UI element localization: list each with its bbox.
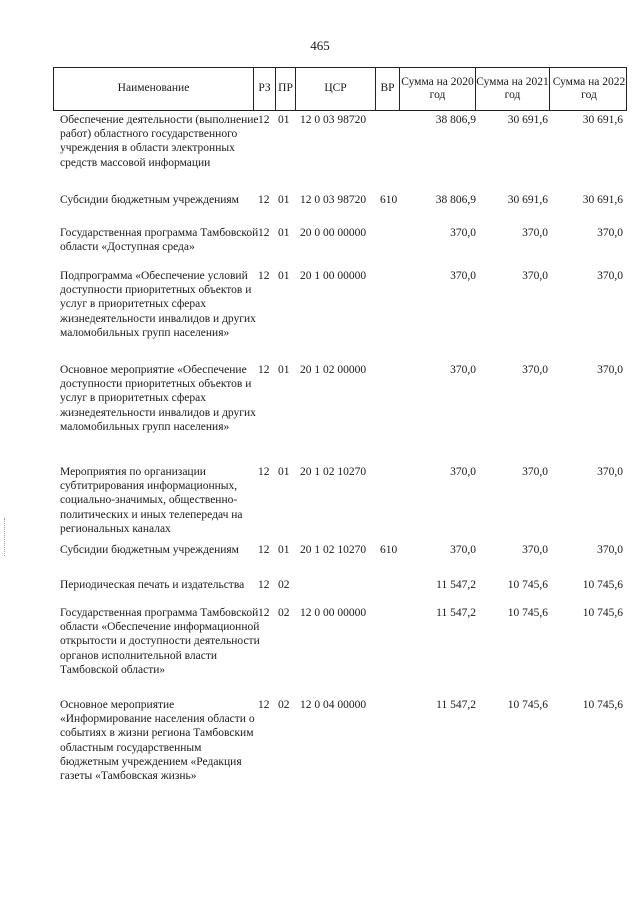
row-sum-2020: 38 806,9 — [435, 114, 476, 126]
row-sum-2021: 30 691,6 — [507, 114, 548, 126]
row-sum-2021: 10 745,6 — [507, 607, 548, 619]
row-pr: 01 — [278, 466, 290, 478]
row-name: Государственная программа Тамбовской области «Доступная среда» — [60, 227, 259, 254]
table-header — [53, 67, 627, 111]
row-sum-2022: 30 691,6 — [582, 194, 623, 206]
row-rz: 12 — [258, 466, 270, 478]
row-csr: 12 0 03 98720 — [300, 194, 367, 206]
row-sum-2021: 370,0 — [522, 270, 548, 282]
row-csr: 12 0 03 98720 — [300, 114, 367, 126]
row-sum-2020: 11 547,2 — [436, 579, 476, 591]
row-sum-2020: 370,0 — [450, 270, 476, 282]
row-rz: 12 — [258, 607, 270, 619]
row-name: Обеспечение деятельности (выполнение работ) областного государственного учреждения в области электронных средств массовой информации — [60, 114, 259, 169]
row-csr: 12 0 04 00000 — [300, 699, 367, 711]
header-vr: ВР — [376, 68, 400, 110]
header-sum-2020: Сумма на 2020 год — [400, 68, 476, 110]
row-sum-2021: 370,0 — [522, 227, 548, 239]
row-sum-2022: 10 745,6 — [582, 607, 623, 619]
row-vr: 610 — [380, 544, 398, 556]
row-sum-2021: 30 691,6 — [507, 194, 548, 206]
row-sum-2022: 10 745,6 — [582, 699, 623, 711]
row-pr: 01 — [278, 270, 290, 282]
row-csr: 20 1 00 00000 — [300, 270, 367, 282]
header-sum-2022: Сумма на 2022 год — [552, 75, 626, 101]
row-name: Периодическая печать и издательства — [60, 579, 245, 591]
row-sum-2022: 370,0 — [597, 544, 623, 556]
scan-margin-mark — [4, 518, 6, 556]
row-name: Подпрограмма «Обеспечение условий доступности приоритетных объектов и услуг в приоритетных сферах жизнедеятельности инвалидов и других маломобильных групп населения» — [60, 270, 256, 339]
row-sum-2022: 10 745,6 — [582, 579, 623, 591]
row-csr: 20 1 02 10270 — [300, 544, 367, 556]
row-pr: 02 — [278, 699, 290, 711]
page-number: 465 — [310, 38, 330, 53]
row-rz: 12 — [258, 544, 270, 556]
row-name: Субсидии бюджетным учреждениям — [60, 194, 239, 206]
row-csr: 20 1 02 00000 — [300, 364, 367, 376]
row-rz: 12 — [258, 194, 270, 206]
row-name: Основное мероприятие «Информирование населения области о событиях в жизни региона Тамбовским областным государственным бюджетным учреждением «Редакция газеты «Тамбовская жизнь» — [60, 699, 255, 783]
row-pr: 02 — [278, 579, 290, 591]
row-sum-2022: 370,0 — [597, 466, 623, 478]
row-sum-2020: 11 547,2 — [436, 699, 476, 711]
row-pr: 02 — [278, 607, 290, 619]
row-sum-2022: 370,0 — [597, 364, 623, 376]
row-sum-2020: 370,0 — [450, 364, 476, 376]
row-csr: 12 0 00 00000 — [300, 607, 367, 619]
row-name: Государственная программа Тамбовской области «Обеспечение информационной открытости и доступности деятельности органов исполнительной власти Тамбовской области» — [60, 607, 260, 676]
row-sum-2020: 370,0 — [450, 227, 476, 239]
row-sum-2021: 370,0 — [522, 544, 548, 556]
row-name: Субсидии бюджетным учреждениям — [60, 544, 239, 556]
row-csr: 20 0 00 00000 — [300, 227, 367, 239]
row-pr: 01 — [278, 194, 290, 206]
row-rz: 12 — [258, 227, 270, 239]
row-vr: 610 — [380, 194, 398, 206]
row-sum-2020: 38 806,9 — [435, 194, 476, 206]
row-name: Мероприятия по организации субтитрирования информационных, социально-значимых, общественно-политических и иных телепередач на региональных каналах — [60, 466, 243, 535]
row-rz: 12 — [258, 364, 270, 376]
row-rz: 12 — [258, 270, 270, 282]
row-csr: 20 1 02 10270 — [300, 466, 367, 478]
row-pr: 01 — [278, 114, 290, 126]
row-sum-2020: 11 547,2 — [436, 607, 476, 619]
row-sum-2020: 370,0 — [450, 544, 476, 556]
row-rz: 12 — [258, 699, 270, 711]
row-pr: 01 — [278, 364, 290, 376]
row-sum-2021: 370,0 — [522, 364, 548, 376]
header-sum-2021: Сумма на 2021 год — [476, 68, 550, 110]
row-sum-2020: 370,0 — [450, 466, 476, 478]
row-sum-2022: 370,0 — [597, 227, 623, 239]
row-sum-2021: 370,0 — [522, 466, 548, 478]
row-rz: 12 — [258, 114, 270, 126]
row-rz: 12 — [258, 579, 270, 591]
row-name: Основное мероприятие «Обеспечение доступности приоритетных объектов и услуг в приоритетных сферах жизнедеятельности инвалидов и других маломобильных групп населения» — [60, 364, 256, 433]
row-sum-2022: 30 691,6 — [582, 114, 623, 126]
row-sum-2021: 10 745,6 — [507, 579, 548, 591]
header-csr: ЦСР — [296, 68, 376, 110]
row-pr: 01 — [278, 544, 290, 556]
row-sum-2022: 370,0 — [597, 270, 623, 282]
row-sum-2021: 10 745,6 — [507, 699, 548, 711]
header-name: Наименование — [54, 68, 254, 110]
row-pr: 01 — [278, 227, 290, 239]
header-rz: РЗ — [254, 68, 276, 110]
header-pr: ПР — [276, 68, 296, 110]
